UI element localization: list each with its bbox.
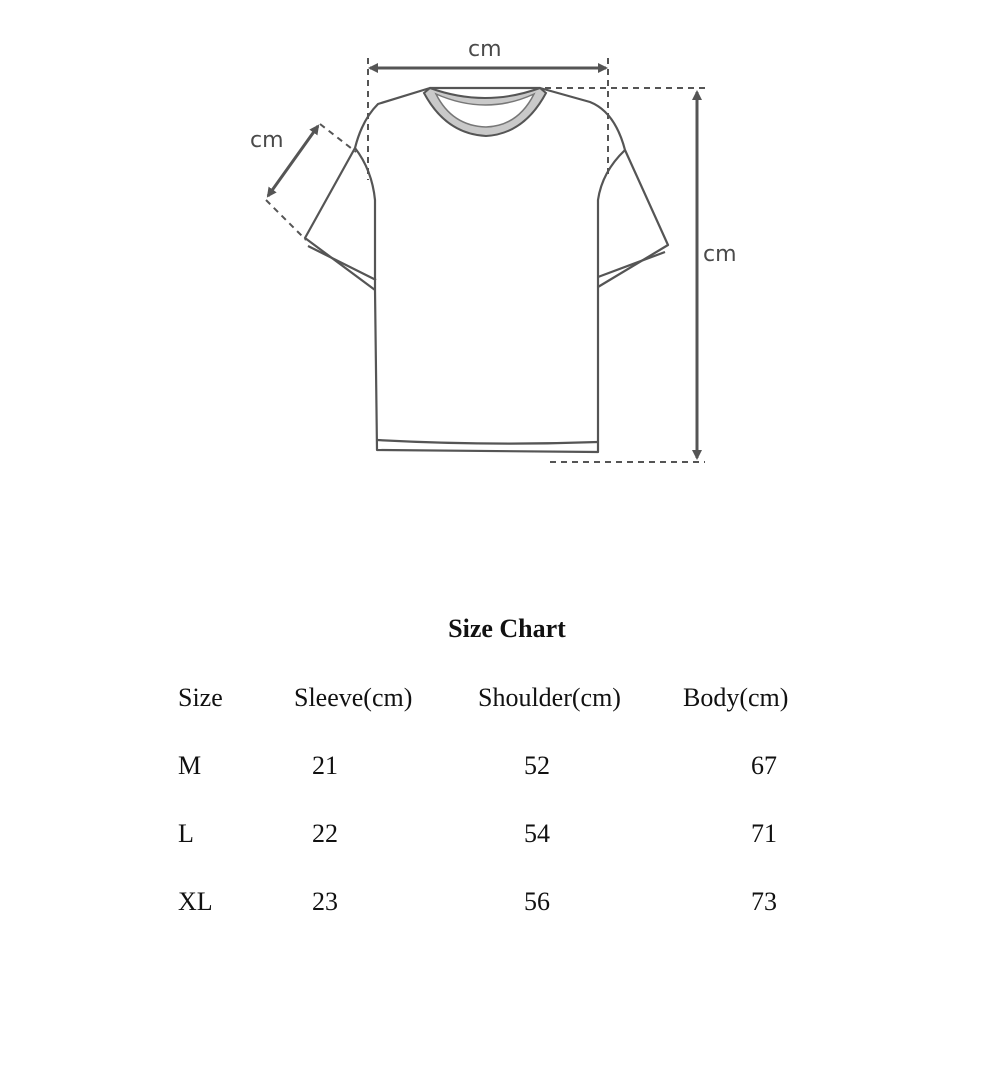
sleeve-label: cm [250, 128, 284, 153]
body-cell: 71 [751, 819, 777, 848]
body-cell: 73 [751, 887, 777, 916]
table-row [178, 750, 838, 818]
sleeve-cell: 22 [312, 819, 338, 848]
header-sleeve: Sleeve(cm) [294, 683, 413, 712]
table-header-row [178, 682, 838, 750]
size-cell: M [178, 751, 202, 780]
shoulder-cell: 52 [524, 751, 550, 780]
header-size: Size [178, 683, 223, 712]
header-body: Body(cm) [683, 683, 789, 712]
size-chart-table [178, 682, 838, 954]
size-cell: XL [178, 887, 213, 916]
sleeve-cell: 23 [312, 887, 338, 916]
size-cell: L [178, 819, 194, 848]
body-label: cm [703, 242, 737, 267]
tshirt-outline [305, 88, 668, 452]
sleeve-cell: 21 [312, 751, 338, 780]
size-chart-title: Size Chart [448, 614, 566, 643]
sleeve-guide-bottom [266, 200, 306, 240]
sleeve-guide-top [320, 124, 356, 152]
table-row [178, 818, 838, 886]
header-shoulder: Shoulder(cm) [478, 683, 621, 712]
table-row [178, 886, 838, 954]
shoulder-cell: 54 [524, 819, 550, 848]
body-cell: 67 [751, 751, 777, 780]
shoulder-label: cm [468, 37, 502, 62]
shoulder-cell: 56 [524, 887, 550, 916]
